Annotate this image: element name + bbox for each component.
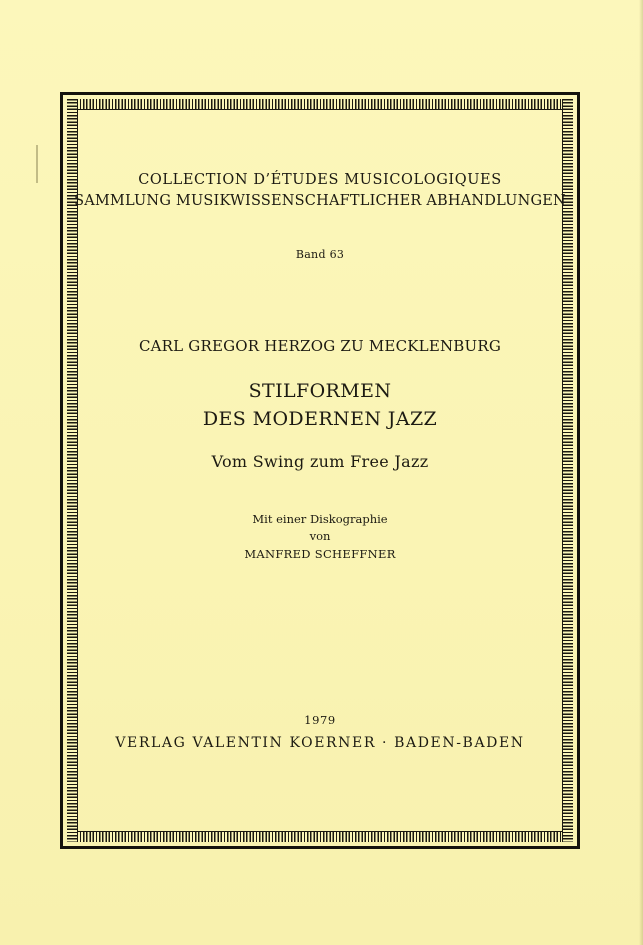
page-edge-shadow [639, 0, 643, 945]
author-name: CARL GREGOR HERZOG ZU MECKLENBURG [138, 337, 502, 355]
book-subtitle: Vom Swing zum Free Jazz [211, 452, 429, 471]
volume-number: Band 63 [295, 248, 345, 261]
publication-year: 1979 [304, 713, 336, 727]
title-page-content [60, 92, 580, 849]
series-title-french: COLLECTION D’ÉTUDES MUSICOLOGIQUES [138, 172, 502, 188]
series-title-german: SAMMLUNG MUSIKWISSENSCHAFTLICHER ABHANDLUNGEN [74, 193, 566, 209]
book-title-line-1: STILFORMEN [248, 380, 392, 402]
discography-by: von [309, 529, 331, 543]
paper-mark [36, 145, 38, 183]
discography-note: Mit einer Diskographie [252, 512, 388, 526]
book-title-line-2: DES MODERNEN JAZZ [202, 408, 438, 430]
discography-author: MANFRED SCHEFFNER [244, 547, 396, 561]
publisher-imprint: VERLAG VALENTIN KOERNER · BADEN-BADEN [115, 735, 525, 751]
